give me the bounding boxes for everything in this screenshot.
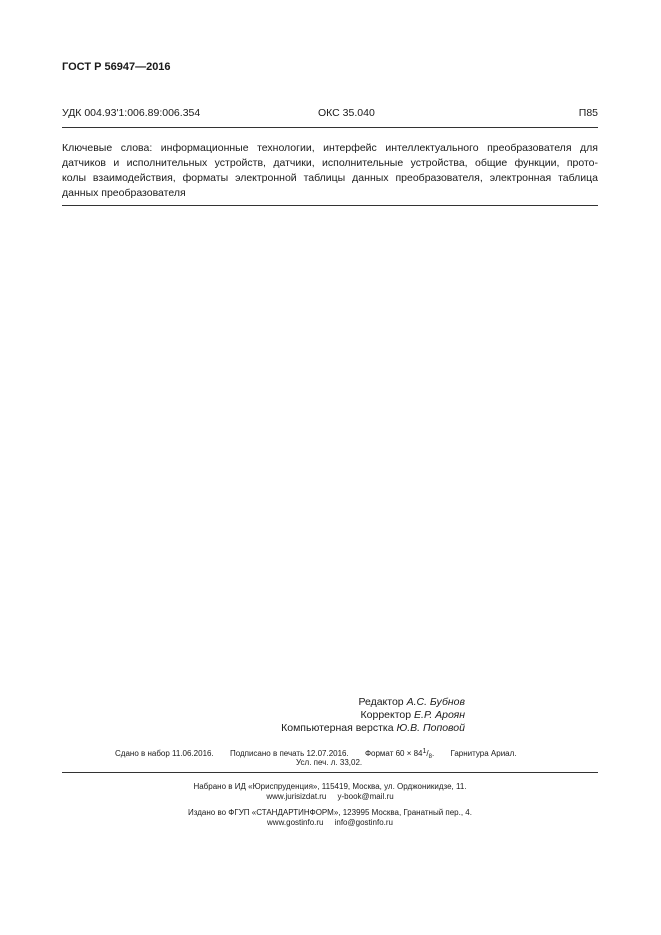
keywords-line: данных преобразователя <box>62 187 186 199</box>
corrector-line <box>200 709 465 721</box>
typeset-contacts <box>62 792 598 801</box>
oks-code: ОКС 35.040 <box>318 107 375 119</box>
printed-sheets: Усл. печ. л. 33,02. <box>296 758 363 767</box>
issued-email-link[interactable]: info@gostinfo.ru <box>334 818 393 827</box>
signed-date: Подписано в печать 12.07.2016. <box>229 749 349 758</box>
typeset-publisher: Набрано в ИД «Юриспруденция», 115419, Москва, ул. Орджоникидзе, 11. <box>193 782 467 791</box>
typeset-date: Сдано в набор 11.06.2016. <box>115 749 214 758</box>
typeset-site-link[interactable]: www.jurisizdat.ru <box>266 792 327 801</box>
editor-name: А.С. Бубнов <box>406 696 465 708</box>
editor-label: Редактор <box>358 696 404 708</box>
typeface: Гарнитура Ариал. <box>450 749 517 758</box>
issued-contacts <box>62 818 598 827</box>
divider-top <box>62 127 598 128</box>
p-code: П85 <box>578 107 598 119</box>
corrector-label: Корректор <box>360 709 412 721</box>
corrector-name: Е.Р. Ароян <box>414 709 465 721</box>
classification-row <box>62 107 598 121</box>
issued-publisher: Издано во ФГУП «СТАНДАРТИНФОРМ», 123995 Москва, Гранатный пер., 4. <box>188 808 472 817</box>
keywords-line: Ключевые слова: информационные технологии, интерфейс интеллектуального преобразователя для <box>62 142 598 154</box>
layout-label: Компьютерная верстка <box>281 722 394 734</box>
layout-name: Ю.В. Поповой <box>396 722 465 734</box>
editor-line <box>200 696 465 708</box>
paper-format: Формат $60 \times 84^1/_8$. <box>364 748 435 760</box>
keywords-block <box>62 141 598 201</box>
divider-imprint <box>62 772 598 773</box>
keywords-line: колы взаимодействия, форматы электронной таблицы данных преобразователя, электронная таблица <box>62 172 598 184</box>
document-code: ГОСТ Р 56947—2016 <box>62 61 171 73</box>
udk-code: УДК 004.93'1:006.89:006.354 <box>62 107 201 119</box>
layout-line <box>200 722 465 734</box>
divider-keywords <box>62 205 598 206</box>
typeset-email-link[interactable]: y-book@mail.ru <box>337 792 394 801</box>
keywords-line: датчиков и исполнительных устройств, датчики, исполнительные устройства, общие функции, прото- <box>62 157 598 169</box>
issued-site-link[interactable]: www.gostinfo.ru <box>267 818 324 827</box>
